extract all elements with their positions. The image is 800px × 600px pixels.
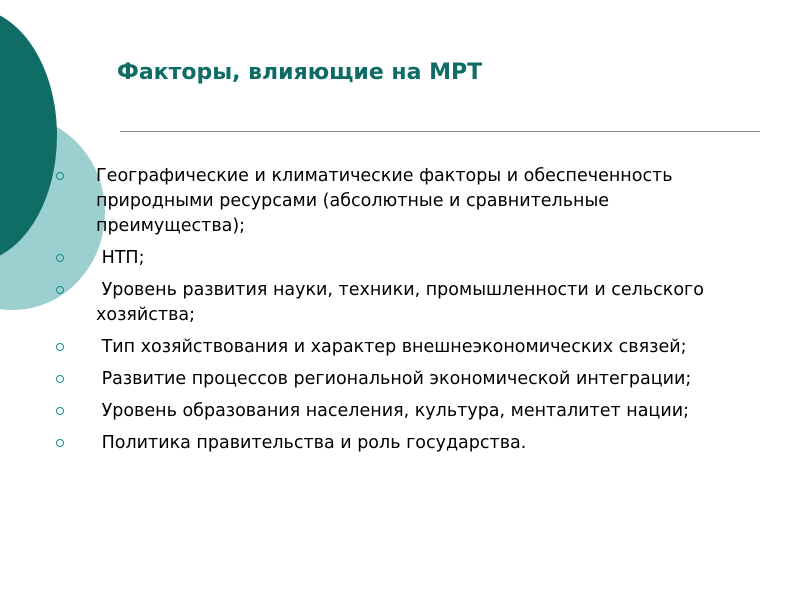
bullet-text: Уровень развития науки, техники, промышленности и сельского хозяйства;	[96, 280, 710, 325]
bullet-item	[56, 164, 756, 239]
bullet-text: Развитие процессов региональной экономической интеграции;	[96, 369, 692, 389]
bullet-circle-icon	[56, 439, 64, 447]
bullet-circle-icon	[56, 172, 64, 180]
bullet-item	[56, 246, 756, 271]
bullet-text: Уровень образования населения, культура, менталитет нации;	[96, 401, 689, 421]
bullet-text: Тип хозяйствования и характер внешнеэкономических связей;	[96, 337, 687, 357]
bullet-list	[56, 164, 756, 463]
bullet-text: Политика правительства и роль государства.	[96, 433, 527, 453]
title-divider	[120, 131, 760, 132]
bullet-item	[56, 278, 756, 328]
bullet-text: Географические и климатические факторы и обеспеченность природными ресурсами (абсолютные и сравнительные преимущества);	[96, 166, 679, 236]
bullet-circle-icon	[56, 286, 64, 294]
bullet-circle-icon	[56, 254, 64, 262]
bullet-item	[56, 431, 756, 456]
bullet-circle-icon	[56, 375, 64, 383]
bullet-circle-icon	[56, 407, 64, 415]
bullet-item	[56, 367, 756, 392]
bullet-circle-icon	[56, 343, 64, 351]
bullet-item	[56, 399, 756, 424]
bullet-text: НТП;	[96, 248, 145, 268]
bullet-item	[56, 335, 756, 360]
slide-title: Факторы, влияющие на МРТ	[117, 60, 483, 85]
